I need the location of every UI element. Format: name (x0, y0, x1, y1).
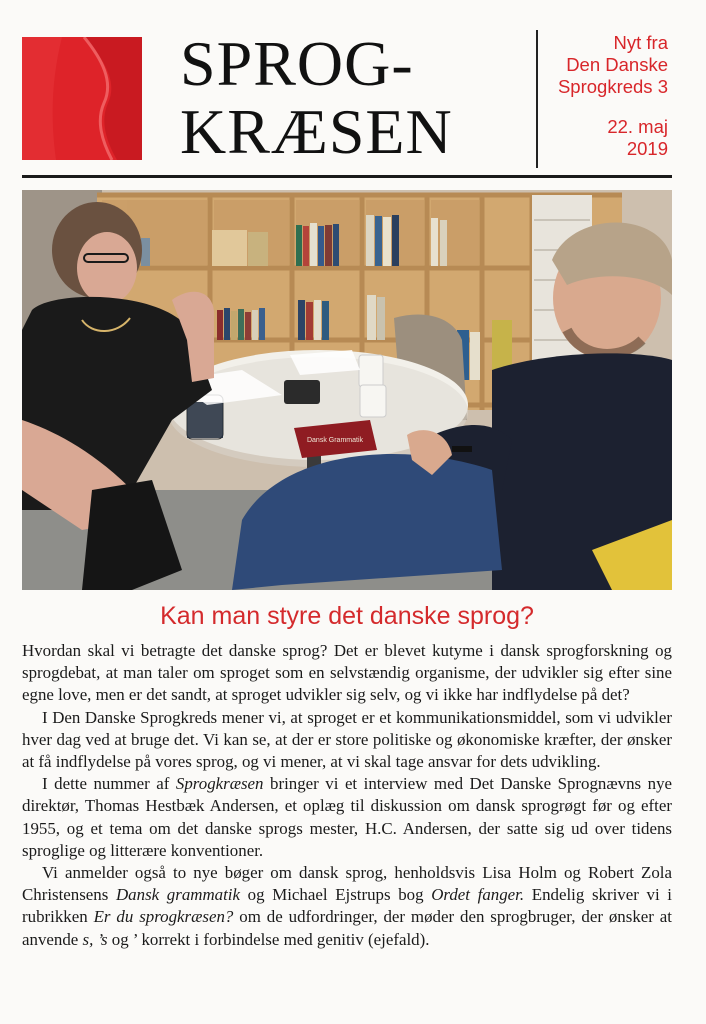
title-line-2: KRÆSEN (180, 96, 453, 167)
logo-graphic (22, 37, 142, 160)
paragraph-3 (22, 773, 672, 862)
issue-line-3: Sprogkreds 3 (557, 76, 668, 97)
issue-date-line-1: 22. maj (607, 116, 668, 137)
paragraph-4-emphasis-2: Ordet fanger. (431, 885, 525, 905)
issue-info (540, 32, 668, 160)
paragraph-3-emphasis: Sprogkræsen (175, 774, 264, 794)
paragraph-4-text-d: om de udfordringer, der møder den sprogbruger, der ønsker at anvende (22, 907, 672, 949)
paragraph-4-text-c: Endelig skriver vi i rubrikken (22, 885, 672, 927)
logo (22, 37, 142, 160)
article-body (22, 640, 672, 951)
issue-date-line-2: 2019 (626, 138, 668, 159)
paragraph-4-text-b: og Michael Ejstrups bog (240, 885, 432, 905)
paragraph-4-emphasis-4: s, ’s (82, 929, 108, 949)
photo-scene (22, 190, 672, 590)
paragraph-1: Hvordan skal vi betragte det danske sprog? Det er blevet kutyme i dansk sprogforskning og sprogdebat, at man taler om sproget som en selvstændig organisme, der udvikler sig efter sine egne love, men er det sandt, at sproget udvikler sig selv, og vi ikke har indflydelse på det? (22, 641, 672, 705)
paragraph-4 (22, 862, 672, 951)
paragraph-4-emphasis-3: Er du sprogkræsen? (93, 907, 234, 927)
paragraph-3-text-a: I dette nummer af (42, 774, 176, 794)
masthead-rule (22, 175, 672, 178)
issue-line-2: Den Danske (566, 54, 668, 75)
paragraph-4-emphasis-1: Dansk grammatik (115, 885, 240, 905)
paragraph-4-text-a: Vi anmelder også to nye bøger om dansk sprog, henholdsvis Lisa Holm og Robert Zola Christensens (22, 863, 672, 905)
cover-photo (22, 190, 672, 590)
paragraph-2: I Den Danske Sprogkreds mener vi, at sproget er et kommunikationsmiddel, som vi udvikler hver dag ved at bruge det. Vi kan se, at der er store politiske og økonomiske kræfter, der ønsker at få indflydelse på vores sprog, og vi mener, at vi skal tage ansvar for dets udvikling. (22, 707, 672, 772)
masthead-divider (536, 30, 538, 168)
issue-line-1: Nyt fra (613, 32, 668, 53)
title-line-1: SPROG- (180, 28, 414, 99)
paragraph-3-text-b: bringer vi et interview med Det Danske Sprognævns nye direktør, Thomas Hestbæk Andersen, et oplæg til diskussion om dansk sprogrøgt før og efter 1955, og et tema om det danske sprogs mester, H.C. Andersen, der satte sig ud over tidens sproglige og litterære konventioner. (22, 774, 673, 860)
masthead-title (180, 30, 530, 166)
photo-book-title: Dansk Grammatik (306, 437, 364, 444)
article-headline: Kan man styre det danske sprog? (160, 602, 534, 630)
paragraph-4-text-e: og ’ korrekt i forbindelse med genitiv (ejefald). (107, 929, 430, 949)
